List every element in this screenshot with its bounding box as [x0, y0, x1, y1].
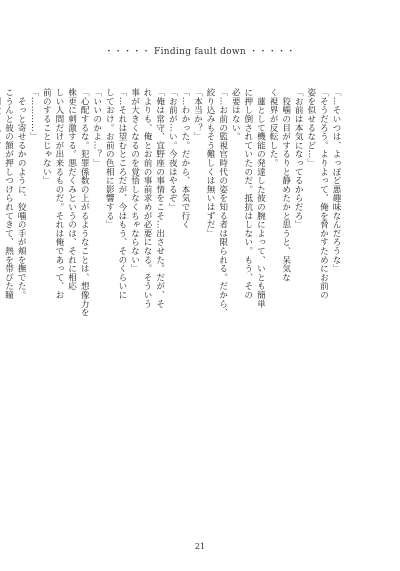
text-line: 「…お前の監視官時代の姿を知る者は限られる。だから、	[217, 88, 228, 317]
running-header: ・・・・・ Finding fault down ・・・・・	[104, 47, 296, 57]
text-line: 「…わかった。だから、本気で行く	[179, 88, 190, 229]
text-line: 「…………」	[28, 88, 39, 141]
page-number: 21	[194, 542, 206, 551]
text-line: 「心配するな。犯罪係数の上がるようなことは、想像力を	[79, 88, 90, 317]
text-line: 「…そいつは、よっぽど悪趣味なんだろうな」	[331, 88, 341, 273]
text-line: 株更に刺激する。悪だくみというのは、それに相応	[66, 88, 77, 291]
text-line: 「…それは望むところだが、今はもう、そのくらいに	[116, 88, 127, 300]
text-line: く視界が反転した。	[268, 88, 279, 168]
text-line: 必要はない。	[230, 88, 241, 141]
text-line: 狡噛の目がするりと静めたかと思うと、呆気な	[280, 88, 291, 282]
text-line: に押し倒されていたのだ。抵抗はしない。もう、その	[242, 88, 253, 300]
text-line: 「お前は本気になってるからだろ」	[293, 88, 304, 229]
text-line: そっと寄せるかのように、狡噛の手が頬を撫でた。	[16, 88, 27, 300]
text-line: 「本当か？」	[192, 88, 203, 141]
text-line: 絞り込みもそう難しくは無いはずだ」	[205, 88, 216, 238]
text-line: 事が大きくなるのを覚悟しなくちゃならない」	[129, 88, 140, 273]
text-line: こうんと彼の額が押しつけられてきて、熱を帯びた瞳	[3, 88, 14, 300]
text-line: しい人間だけが出来るものだ。それは俺であって、お	[53, 88, 64, 300]
text-line: 「いいのかよ…？」	[91, 88, 102, 168]
text-line: しておけ。お前の色相に影響する」	[104, 88, 115, 229]
text-line: 姿を似せるなど…」	[305, 88, 316, 168]
text-line: れよりも、俺とお前の事前求めが必要になる。そういう	[142, 88, 153, 308]
text-line: 前のすることじゃない」	[41, 88, 52, 185]
text-line: 「お前が…い。今夜はやるぞ」	[167, 88, 178, 212]
text-line: 蓮として機能の発達した彼の腕によって、いとも簡単	[255, 88, 266, 308]
body-text	[3, 88, 342, 528]
text-line: 「俺は常守、宜野座の事情をこそ…出させた。だが、そ	[154, 88, 165, 308]
text-line: 「そうだろう。よりよって、俺を脅かすためにお前の	[318, 88, 329, 300]
